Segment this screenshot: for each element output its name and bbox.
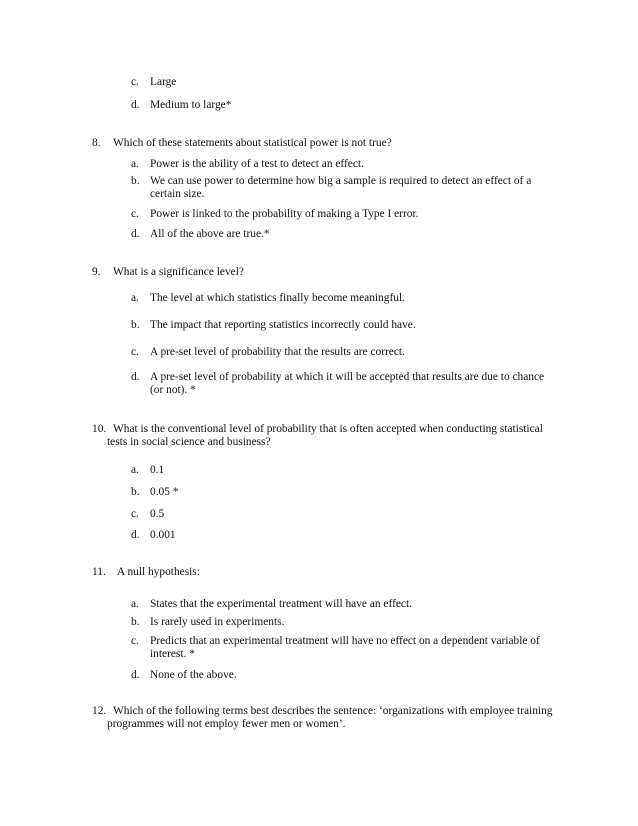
- question-number: 8.: [92, 137, 101, 149]
- option-letter: d.: [131, 669, 140, 681]
- option-text: 0.5: [150, 508, 165, 520]
- option-text: States that the experimental treatment will have an effect.: [150, 598, 412, 610]
- option-text: Medium to large*: [150, 99, 232, 111]
- option-letter: d.: [131, 371, 140, 383]
- option-letter: c.: [131, 508, 139, 520]
- option-text: Large: [150, 76, 177, 88]
- question-text: programmes will not employ fewer men or women’.: [107, 718, 346, 730]
- option-letter: d.: [131, 99, 140, 111]
- option-letter: c.: [131, 208, 139, 220]
- question-number: 12.: [92, 705, 107, 717]
- option-text: certain size.: [150, 188, 205, 200]
- option-text: Predicts that an experimental treatment will have no effect on a dependent variable of: [150, 635, 540, 647]
- option-letter: a.: [131, 292, 139, 304]
- option-letter: c.: [131, 346, 139, 358]
- option-letter: c.: [131, 76, 139, 88]
- option-text: The impact that reporting statistics incorrectly could have.: [150, 319, 416, 331]
- option-text: Power is the ability of a test to detect an effect.: [150, 158, 364, 170]
- question-number: 9.: [92, 266, 101, 278]
- question-number: 11.: [92, 566, 106, 578]
- option-text: A pre-set level of probability that the results are correct.: [150, 346, 405, 358]
- option-text: The level at which statistics finally become meaningful.: [150, 292, 405, 304]
- option-letter: b.: [131, 319, 140, 331]
- question-text: tests in social science and business?: [107, 436, 271, 448]
- question-number: 10.: [92, 423, 107, 435]
- option-text: 0.001: [150, 529, 176, 541]
- option-letter: c.: [131, 635, 139, 647]
- option-text: Power is linked to the probability of making a Type I error.: [150, 208, 419, 220]
- question-text: What is a significance level?: [113, 266, 244, 278]
- option-text: We can use power to determine how big a sample is required to detect an effect of a: [150, 175, 532, 187]
- option-letter: a.: [131, 464, 139, 476]
- question-text: Which of the following terms best describes the sentence: ‘organizations with employee training: [113, 705, 553, 717]
- option-text: 0.05 *: [150, 486, 179, 498]
- option-text: Is rarely used in experiments.: [150, 616, 285, 628]
- option-text: A pre-set level of probability at which it will be accepted that results are due to chance: [150, 371, 545, 383]
- option-letter: a.: [131, 158, 139, 170]
- option-letter: a.: [131, 598, 139, 610]
- option-letter: b.: [131, 616, 140, 628]
- option-text: (or not). *: [150, 384, 196, 396]
- option-text: All of the above are true.*: [150, 228, 270, 240]
- question-text: A null hypothesis:: [117, 566, 200, 578]
- option-letter: b.: [131, 175, 140, 187]
- option-text: None of the above.: [150, 669, 237, 681]
- option-text: interest. *: [150, 648, 195, 660]
- question-text: What is the conventional level of probability that is often accepted when conducting statistical: [113, 423, 543, 435]
- option-text: 0.1: [150, 464, 165, 476]
- question-text: Which of these statements about statistical power is not true?: [113, 137, 392, 149]
- option-letter: d.: [131, 529, 140, 541]
- option-letter: b.: [131, 486, 140, 498]
- option-letter: d.: [131, 228, 140, 240]
